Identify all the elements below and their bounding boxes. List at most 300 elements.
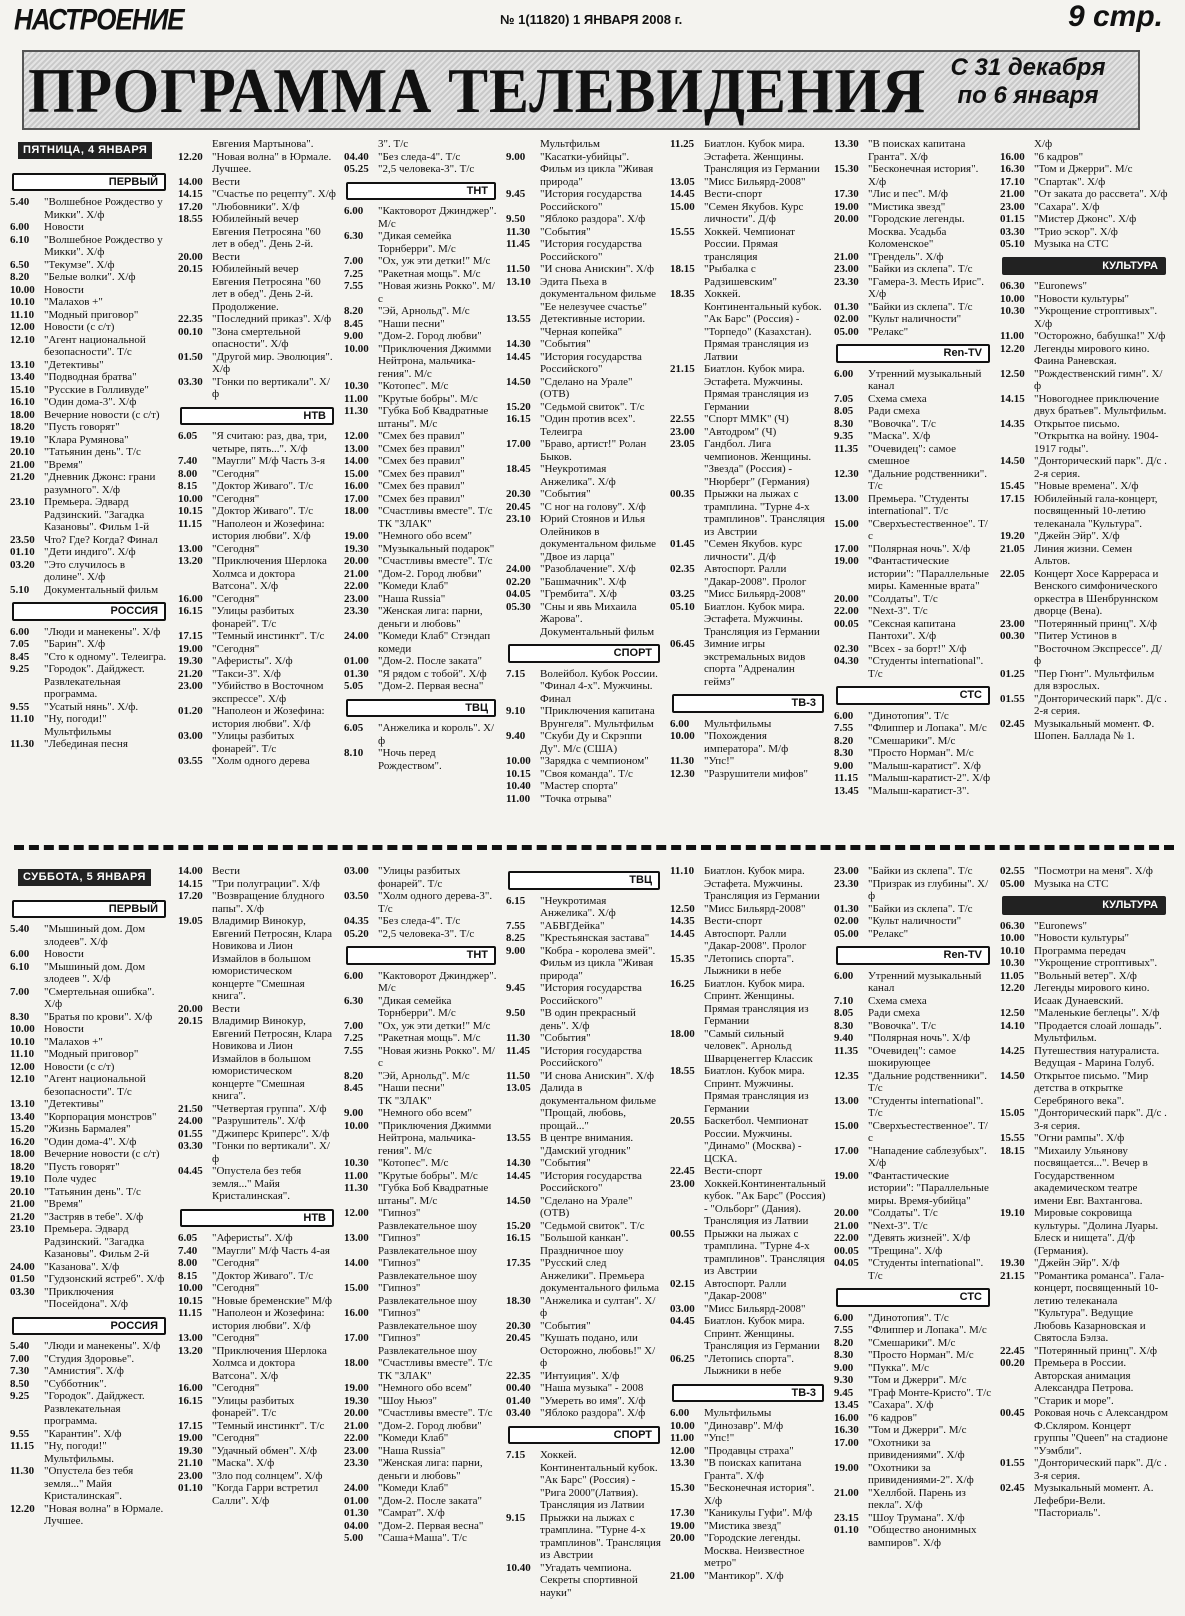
program-time: 10.00 xyxy=(10,1023,35,1035)
channel-header: ТВЦ xyxy=(346,699,496,718)
program-title: "Аферисты". Х/ф xyxy=(212,655,293,667)
program-time: 11.15 xyxy=(10,1440,35,1452)
program-time: 04.35 xyxy=(344,915,369,927)
page-header xyxy=(0,0,1185,38)
program-entry xyxy=(10,1123,168,1136)
program-title: Автоспорт. Ралли "Дакар-2008". Пролог xyxy=(704,563,807,588)
date-range xyxy=(928,54,1128,110)
program-time: 11.30 xyxy=(344,1182,369,1194)
program-time: 17.00 xyxy=(834,1144,859,1157)
program-entry xyxy=(344,151,498,164)
program-title: Линия жизни. Семен Альтов. xyxy=(1034,542,1133,567)
program-time: 04.05 xyxy=(834,1257,859,1269)
program-time: 8.15 xyxy=(178,1269,198,1282)
channel-header: СПОРТ xyxy=(508,644,660,663)
program-entry xyxy=(1000,138,1168,151)
program-title: "Гипноз" Развлекательное шоу xyxy=(378,1232,477,1257)
program-entry xyxy=(344,722,498,747)
program-entry xyxy=(10,559,168,584)
program-entry xyxy=(178,555,336,593)
program-title: "Общество анонимных вампиров". Х/ф xyxy=(868,1524,977,1549)
program-time: 20.45 xyxy=(506,1332,531,1344)
program-entry xyxy=(178,493,336,506)
program-time: 14.15 xyxy=(178,188,203,200)
program-entry xyxy=(10,1111,168,1124)
program-time: 14.50 xyxy=(506,1194,531,1207)
program-entry xyxy=(1000,1020,1168,1045)
program-entry xyxy=(178,1332,336,1345)
program-time: 19.10 xyxy=(10,1173,35,1185)
program-entry xyxy=(670,426,826,439)
program-entry xyxy=(10,1340,168,1353)
program-entry xyxy=(670,755,826,768)
program-title: "Новая жизнь Рокко". М/с xyxy=(378,1044,495,1069)
program-entry xyxy=(178,680,336,705)
program-title: Новости (с с/т) xyxy=(44,1060,115,1073)
program-title: Баскетбол. Чемпионат России. Мужчины. "Динамо" (Москва) - ЦСКА. xyxy=(704,1115,809,1165)
program-entry xyxy=(834,188,992,201)
program-time: 8.45 xyxy=(344,317,364,330)
program-entry xyxy=(1000,1482,1168,1520)
channel-header: НТВ xyxy=(180,407,334,426)
program-time: 6.00 xyxy=(834,367,854,380)
program-title: "Люди и манекены". Х/ф xyxy=(44,1340,161,1352)
program-title: Вести-спорт xyxy=(704,188,763,200)
program-entry xyxy=(670,201,826,226)
program-title: "Дом-2. Город любви" xyxy=(378,1419,482,1432)
program-title: "Застряв в тебе". Х/ф xyxy=(44,1210,144,1223)
program-title: "Эй, Арнольд". М/с xyxy=(378,305,470,317)
program-time: 23.30 xyxy=(344,605,369,617)
program-entry xyxy=(10,1465,168,1503)
program-title: "Джейн Эйр". Х/ф xyxy=(1034,1257,1120,1269)
schedule-column xyxy=(504,865,664,1610)
program-title: Премьера. Эдвард Радзинский. "Загадка Казановы". Фильм 2-й xyxy=(44,1223,150,1260)
program-entry xyxy=(506,376,662,401)
program-time: 00.40 xyxy=(506,1382,531,1394)
program-time: 15.00 xyxy=(344,467,369,480)
program-entry xyxy=(1000,238,1168,251)
program-title: "Темный инстинкт". Т/с xyxy=(212,630,325,642)
program-entry xyxy=(506,1382,662,1395)
program-entry xyxy=(670,563,826,588)
program-time: 17.00 xyxy=(506,438,531,450)
program-time: 20.00 xyxy=(834,213,859,225)
program-time: 16.00 xyxy=(1000,150,1025,163)
program-title: Прыжки на лыжах с трамплина. "Турне 4-х трамплинов". Трансляция из Австрии xyxy=(704,1227,825,1277)
program-entry xyxy=(506,1007,662,1032)
program-entry xyxy=(10,259,168,272)
program-entry xyxy=(344,255,498,268)
program-time: 15.35 xyxy=(670,952,695,965)
program-time: 11.05 xyxy=(1000,969,1025,982)
program-time: 14.30 xyxy=(506,1157,531,1169)
program-entry xyxy=(834,263,992,276)
program-entry xyxy=(178,593,336,606)
program-title: "Мисс Бильярд-2008" xyxy=(704,588,806,600)
program-time: 13.45 xyxy=(834,1399,859,1411)
program-entry xyxy=(10,584,168,597)
program-entry xyxy=(834,251,992,264)
program-entry xyxy=(344,1482,498,1495)
program-title: "Укрощение строптивых". Х/ф xyxy=(1034,305,1158,330)
program-title: "Наполеон и Жозефина: история любви". Х/ф xyxy=(212,705,325,730)
program-title: "Упс!" xyxy=(704,1432,735,1444)
program-entry xyxy=(1000,1207,1168,1257)
program-title: "Крутые бобры". М/с xyxy=(378,392,478,405)
program-entry xyxy=(10,1036,168,1049)
program-time: 14.50 xyxy=(1000,1069,1025,1082)
program-time: 9.25 xyxy=(10,1390,30,1402)
program-time: 8.45 xyxy=(344,1082,364,1094)
program-time: 13.55 xyxy=(506,1132,531,1144)
program-entry xyxy=(344,430,498,443)
program-time: 20.00 xyxy=(834,1207,859,1219)
program-time: 8.30 xyxy=(834,747,854,759)
program-time: 15.00 xyxy=(834,1119,859,1132)
program-title: "История государства Российского" xyxy=(540,1169,642,1194)
program-title: "Мастер спорта" xyxy=(540,780,618,792)
program-entry xyxy=(10,496,168,534)
program-time: 10.10 xyxy=(10,296,35,308)
program-time: 23.00 xyxy=(670,1177,695,1190)
program-entry xyxy=(178,1432,336,1445)
program-time: 06.30 xyxy=(1000,280,1025,292)
program-title: "Неукротимая Анжелика". Х/ф xyxy=(540,894,616,919)
program-entry xyxy=(344,1445,498,1458)
program-title: "Байки из склепа". Т/с xyxy=(868,902,973,915)
program-time: 9.00 xyxy=(834,759,854,772)
program-time: 18.20 xyxy=(10,1160,35,1173)
program-time: 21.00 xyxy=(834,1486,859,1499)
schedule-column xyxy=(998,865,1170,1610)
program-time xyxy=(344,1370,378,1383)
program-entry xyxy=(178,1382,336,1395)
program-title: "Сегодня" xyxy=(212,1432,260,1444)
program-title: "Нападение саблезубых". Х/ф xyxy=(868,1144,987,1169)
program-title: "Возвращение блудного папы". Х/ф xyxy=(212,890,325,915)
program-time: 13.20 xyxy=(178,1344,203,1357)
program-time: 19.30 xyxy=(1000,1257,1025,1269)
program-time: 22.35 xyxy=(506,1369,531,1382)
program-entry xyxy=(344,318,498,331)
program-time: 10.00 xyxy=(670,1419,695,1432)
program-time: 9.55 xyxy=(10,1427,30,1440)
program-time: 21.00 xyxy=(344,567,369,580)
program-entry xyxy=(834,1120,992,1145)
program-title: "Полярная ночь". Х/ф xyxy=(868,1032,971,1044)
program-title: Премьера в России. Авторская анимация Александра Петрова. "Старик и море". xyxy=(1034,1357,1134,1407)
program-title: "Культ наличности" xyxy=(868,915,962,927)
program-time: 00.20 xyxy=(1000,1357,1025,1369)
program-title: "Амнистия". Х/ф xyxy=(44,1365,124,1377)
program-entry xyxy=(506,1562,662,1600)
day-divider xyxy=(14,845,1174,850)
program-entry xyxy=(10,1261,168,1274)
program-title: "История государства Российского" xyxy=(540,1044,642,1069)
program-title: "Без следа-4". Т/с xyxy=(378,150,461,163)
program-entry xyxy=(834,710,992,723)
channel-header: НТВ xyxy=(180,1209,334,1228)
program-time: 17.15 xyxy=(178,630,203,642)
program-entry xyxy=(1000,618,1168,631)
program-time: 03.55 xyxy=(178,755,203,767)
program-time: 6.05 xyxy=(178,430,198,442)
program-time: 19.00 xyxy=(834,200,859,213)
program-entry xyxy=(506,1082,662,1132)
program-title: Новости xyxy=(44,221,84,233)
program-entry xyxy=(344,280,498,305)
program-time: 8.25 xyxy=(506,932,526,944)
program-time: 21.20 xyxy=(10,471,35,483)
program-time: 21.00 xyxy=(10,1198,35,1210)
program-time: 02.45 xyxy=(1000,1482,1025,1494)
program-time: 01.50 xyxy=(10,1273,35,1285)
program-time: 11.10 xyxy=(10,713,35,725)
program-title: "В поисках капитана Гранта". Х/ф xyxy=(868,138,966,163)
program-title: Вести xyxy=(212,1002,241,1015)
program-entry xyxy=(834,1387,992,1400)
program-title: Новости xyxy=(44,283,84,296)
program-entry xyxy=(506,338,662,351)
program-time: 11.00 xyxy=(670,1432,695,1444)
program-entry xyxy=(834,760,992,773)
program-entry xyxy=(344,443,498,456)
program-title: Вести xyxy=(212,865,241,877)
program-time: 7.00 xyxy=(10,1352,30,1365)
program-time xyxy=(344,138,378,151)
program-title: "Яблоко раздора". Х/ф xyxy=(540,213,646,225)
program-title: 3". Т/с xyxy=(378,138,409,150)
program-entry xyxy=(344,405,498,430)
program-title: "Девять жизней". Х/ф xyxy=(868,1232,971,1244)
program-time: 13.10 xyxy=(10,1098,35,1110)
program-title: "Трещина". Х/ф xyxy=(868,1244,943,1257)
program-entry xyxy=(1000,630,1168,668)
program-time: 9.00 xyxy=(506,944,526,957)
program-title: Юбилейный вечер Евгения Петросяна "60 лет в обед". День 2-й. Продолжение. xyxy=(212,263,321,313)
program-title: "Дом-2. После заката" xyxy=(378,1494,482,1507)
program-entry xyxy=(10,471,168,496)
program-title: "Смешарики". М/с xyxy=(868,1336,956,1349)
program-title: Что? Где? Когда? Финал xyxy=(44,533,158,546)
program-time: 03.40 xyxy=(506,1407,531,1419)
program-entry xyxy=(344,970,498,995)
program-entry xyxy=(834,735,992,748)
program-time: 9.40 xyxy=(834,1032,854,1044)
program-entry xyxy=(10,321,168,334)
program-title: "Такси-3". Х/ф xyxy=(212,667,281,680)
program-entry xyxy=(834,722,992,735)
program-time: 23.30 xyxy=(834,275,859,288)
program-title: "Счастливы вместе". Т/с xyxy=(378,1357,493,1369)
program-time: 16.10 xyxy=(10,396,35,408)
program-time: 12.30 xyxy=(670,767,695,780)
program-title: "Сегодня" xyxy=(212,542,260,555)
program-title: "Городские легенды. Москва. Усадьба Коломенское" xyxy=(868,213,965,250)
program-entry xyxy=(834,785,992,798)
program-title: "Вовочка". Т/с xyxy=(868,417,936,430)
program-time: 7.55 xyxy=(834,1324,854,1336)
program-time: 5.05 xyxy=(344,680,364,692)
program-entry xyxy=(506,793,662,806)
program-title: "Студенты international". Т/с xyxy=(868,1094,984,1119)
program-entry xyxy=(506,1449,662,1512)
program-time: 11.30 xyxy=(670,755,695,767)
program-entry xyxy=(344,1382,498,1395)
program-time: 18.20 xyxy=(10,421,35,433)
channel-header: ТВ-3 xyxy=(672,694,824,713)
program-time: 24.00 xyxy=(10,1260,35,1273)
program-entry xyxy=(506,463,662,488)
program-entry xyxy=(670,953,826,978)
program-entry xyxy=(178,1445,336,1458)
program-title: Детективные истории. "Черная копейка" xyxy=(540,313,646,338)
program-entry xyxy=(834,201,992,214)
program-entry xyxy=(10,296,168,309)
program-time: 15.20 xyxy=(10,1123,35,1135)
program-title: "Летопись спорта". Лыжники в небе xyxy=(704,1352,795,1377)
program-time: 05.00 xyxy=(834,325,859,338)
program-title: "Гипноз" Развлекательное шоу xyxy=(378,1207,477,1232)
program-title: "Гамера-3. Месть Ирис". Х/ф xyxy=(868,275,985,300)
program-time: 12.00 xyxy=(670,1444,695,1457)
program-title: "Сахара". Х/ф xyxy=(868,1399,934,1411)
program-entry xyxy=(506,895,662,920)
program-entry xyxy=(834,368,992,393)
program-title: "Байки из склепа". Т/с xyxy=(868,263,973,275)
program-entry xyxy=(344,1257,498,1282)
program-title: "Русские в Голливуде" xyxy=(44,383,149,396)
channel-header: СПОРТ xyxy=(508,1426,660,1445)
program-title: Евгения Мартынова". xyxy=(212,138,314,150)
program-entry xyxy=(178,505,336,518)
program-title: "Солдаты". Т/с xyxy=(868,592,938,605)
program-time: 24.00 xyxy=(178,1115,203,1127)
schedule-column xyxy=(998,138,1170,838)
program-entry xyxy=(670,488,826,538)
program-entry xyxy=(10,1365,168,1378)
program-entry xyxy=(10,546,168,559)
program-entry xyxy=(506,730,662,755)
program-entry xyxy=(506,1370,662,1383)
program-time: 5.00 xyxy=(344,1532,364,1544)
program-title: Музыка на СТС xyxy=(1034,238,1109,250)
program-title: "Мистика звезд" xyxy=(704,1519,782,1532)
program-title: "Сделано на Урале" (ОТВ) xyxy=(540,1194,633,1219)
program-entry xyxy=(10,1198,168,1211)
program-time: 03.30 xyxy=(178,375,203,388)
program-title: Биатлон. Кубок мира. Спринт. Женщины. Трансляция из Германии xyxy=(704,1315,820,1352)
program-title: "Продавцы страха" xyxy=(704,1444,794,1457)
program-entry xyxy=(10,923,168,948)
program-entry xyxy=(834,1337,992,1350)
program-time: 20.00 xyxy=(178,1002,203,1015)
program-time: 00.45 xyxy=(1000,1407,1025,1419)
program-time: 23.30 xyxy=(344,1457,369,1469)
program-time: 23.00 xyxy=(344,1444,369,1457)
program-title: "Точка отрыва" xyxy=(540,792,612,805)
program-time: 6.15 xyxy=(506,894,526,907)
program-entry xyxy=(10,1136,168,1149)
program-entry xyxy=(178,1395,336,1420)
program-title: "6 кадров" xyxy=(1034,150,1084,163)
program-entry xyxy=(1000,1357,1168,1407)
program-title: "Женская лига: парни, деньги и любовь" xyxy=(378,1457,483,1482)
program-title: "Счастливы вместе". Т/с xyxy=(378,555,493,567)
program-title: ТК "ЗЛАК" xyxy=(378,1094,432,1107)
program-title: "Смех без правил" xyxy=(378,430,465,442)
program-title: "Убийство в Восточном экспрессе". Х/ф xyxy=(212,680,324,705)
program-entry xyxy=(670,1420,826,1433)
program-title: Документальный фильм xyxy=(44,583,159,596)
program-time: 13.45 xyxy=(834,784,859,797)
program-time: 01.30 xyxy=(344,1507,369,1519)
program-title: "Гипноз" Развлекательное шоу xyxy=(378,1257,477,1282)
program-title: "Байки из склепа". Т/с xyxy=(868,300,973,313)
program-title: "Next-3". Т/с xyxy=(868,605,928,617)
program-time: 13.00 xyxy=(834,492,859,505)
program-time: 15.20 xyxy=(506,1219,531,1232)
program-time xyxy=(506,138,540,151)
program-entry xyxy=(178,326,336,351)
program-time: 01.00 xyxy=(344,1494,369,1507)
date-range-end: по 6 января xyxy=(957,82,1099,109)
day-label: СУББОТА, 5 ЯНВАРЯ xyxy=(18,869,151,886)
program-title: "Гипноз" Развлекательное шоу xyxy=(378,1307,477,1332)
program-entry xyxy=(10,948,168,961)
program-time: 11.45 xyxy=(506,1044,531,1057)
program-title: Вечерние новости (с с/т) xyxy=(44,408,160,421)
program-entry xyxy=(344,330,498,343)
program-entry xyxy=(178,730,336,755)
program-entry xyxy=(506,1407,662,1420)
program-time: 20.00 xyxy=(670,1532,695,1544)
program-entry xyxy=(344,928,498,941)
program-entry xyxy=(834,1245,992,1258)
program-title: "С ног на голову". Х/ф xyxy=(540,500,646,513)
program-time: 20.00 xyxy=(344,1407,369,1419)
program-time: 20.10 xyxy=(10,446,35,458)
program-title: Новости (с с/т) xyxy=(44,321,115,333)
program-title: "Похождения императора". М/ф xyxy=(704,730,789,755)
program-time: 14.30 xyxy=(506,338,531,350)
program-title: "Скуби Ду и Скрэппи Ду". М/с (США) xyxy=(540,730,642,755)
program-title: "Динотопия". Т/с xyxy=(868,1311,949,1324)
program-entry xyxy=(506,1332,662,1370)
program-title: "Пер Гюнт". Мультфильм для взрослых. xyxy=(1034,667,1155,692)
program-entry xyxy=(834,1070,992,1095)
program-title: "Гудзонский ястреб". Х/ф xyxy=(44,1273,165,1285)
program-title: "Приключения Шерлока Холмса и доктора Ватсона". Х/ф xyxy=(212,1344,327,1382)
program-entry xyxy=(10,638,168,651)
program-title: "Призрак из глубины". Х/ф xyxy=(868,877,989,902)
program-entry xyxy=(178,518,336,543)
program-entry xyxy=(670,363,826,413)
program-entry xyxy=(1000,1345,1168,1358)
program-time: 18.00 xyxy=(10,1148,35,1160)
program-title: "Потерянный принц". Х/ф xyxy=(1034,1344,1158,1357)
program-entry xyxy=(178,1345,336,1383)
program-title: "Студенты international". Т/с xyxy=(868,655,984,680)
program-title: "Угадать чемпиона. Секреты спортивной науки" xyxy=(540,1561,638,1599)
program-title: "Грембита". Х/ф xyxy=(540,588,617,600)
program-entry xyxy=(506,138,662,151)
program-title: "Сегодня" xyxy=(212,642,260,655)
program-title: Владимир Винокур, Евгений Петросян, Клара Новикова и Лион Измайлов в большом юмористическом концерте "Смешная книга". xyxy=(212,1015,333,1102)
program-time: 10.00 xyxy=(1000,932,1025,944)
program-title: "Спартак". Х/ф xyxy=(1034,175,1106,188)
